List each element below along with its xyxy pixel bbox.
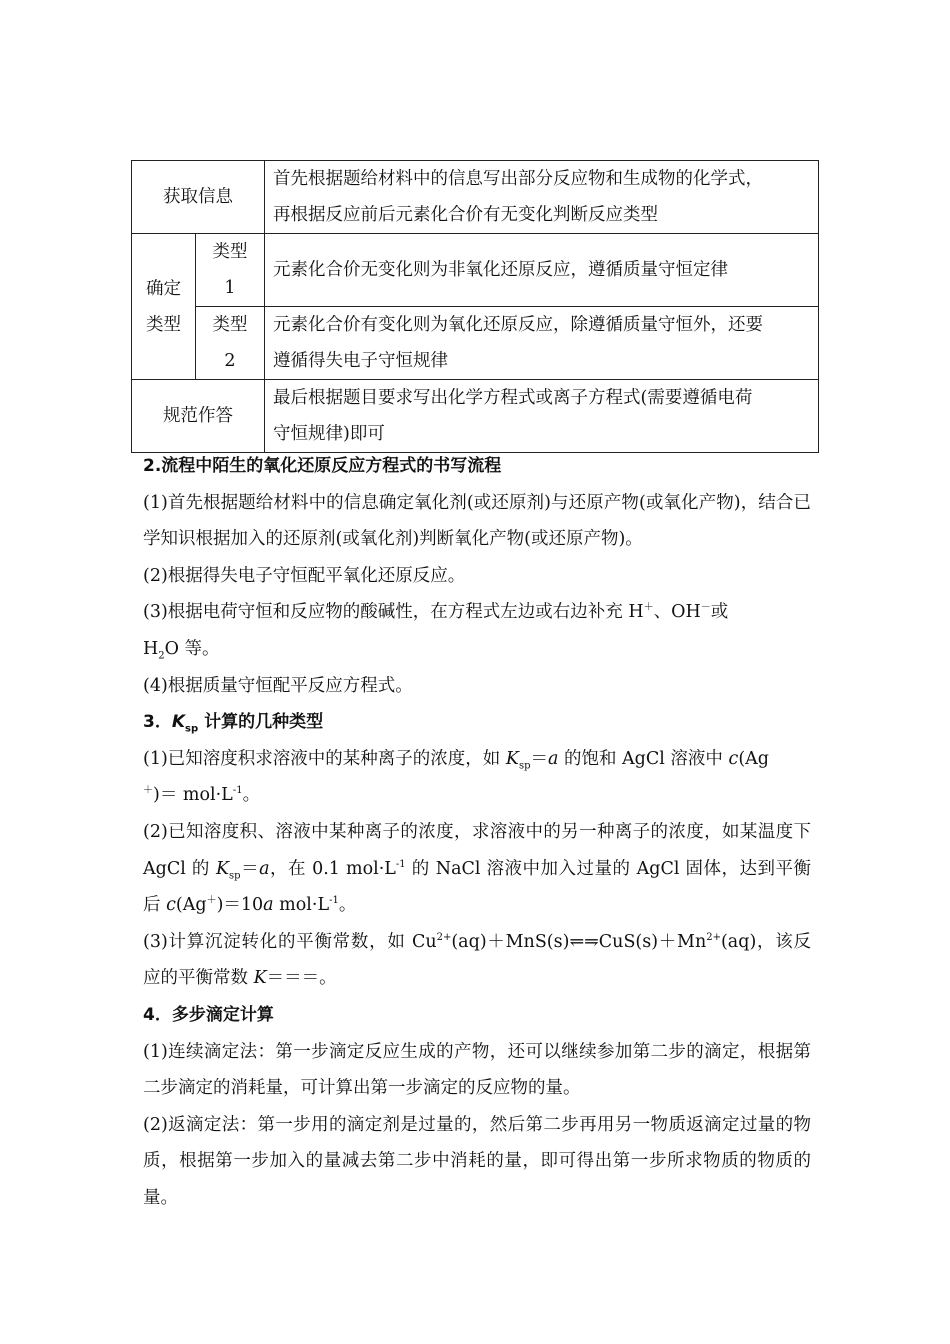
section-2-p3: (3)根据电荷守恒和反应物的酸碱性，在方程式左边或右边补充 H＋、OH－或 $H_2O$ 等。 [143, 602, 729, 662]
section-2-title: 2.流程中陌生的氧化还原反应方程式的书写流程 [143, 456, 502, 476]
table-row [132, 161, 819, 234]
section-2-p2: (2)根据得失电子守恒配平氧化还原反应。 [143, 565, 466, 586]
section-3-title: 3．$K_{sp}$ 计算的几种类型 [143, 712, 324, 735]
type2-text: 元素化合价有变化则为氧化还原反应，除遵循质量守恒外，还要 遵循得失电子守恒规律 [265, 307, 819, 380]
section-3-p3: (3)计算沉淀转化的平衡常数，如 $Cu^{2+}(aq)+MnS(s)⥫⥭CuS(s)+Mn^{2+}(aq)$，该反应的平衡常数 K＝＝＝。 [143, 931, 811, 989]
section-2-p4: (4)根据质量守恒配平反应方程式。 [143, 675, 413, 696]
type1-text: 元素化合价无变化则为非氧化还原反应，遵循质量守恒定律 [265, 234, 819, 307]
row-label-answer: 规范作答 [132, 380, 265, 453]
equilibrium-arrow-icon: ⥫⥭ [569, 931, 599, 952]
section-2-p1: (1)首先根据题给材料中的信息确定氧化剂(或还原剂)与还原产物(或氧化产物)，结合已学知识根据加入的还原剂(或氧化剂)判断氧化产物(或还原产物)。 [143, 492, 811, 550]
table-row [132, 307, 819, 380]
section-3-p2: (2)已知溶度积、溶液中某种离子的浓度，求溶液中的另一种离子的浓度，如某温度下 AgCl 的 $K_{sp}=a$，在 0.1 $mol\cdot L^{-1}$ 的 NaCl 溶液中加入过量的 AgCl 固体，达到平衡后 c(Ag＋)＝10a $mol\cdot L^{-1}$。 [143, 821, 812, 916]
table-row [132, 234, 819, 307]
section-4-p1: (1)连续滴定法：第一步滴定反应生成的产物，还可以继续参加第二步的滴定，根据第二步滴定的消耗量，可计算出第一步滴定的反应物的量。 [143, 1041, 811, 1099]
type1-label: 类型 1 [196, 234, 265, 307]
section-4-title: 4．多步滴定计算 [143, 1004, 274, 1025]
row-label-acquire: 获取信息 [132, 161, 265, 234]
table-row [132, 380, 819, 453]
info-table [131, 160, 819, 453]
row-label-determine: 确定 类型 [132, 234, 196, 380]
row-text-answer: 最后根据题目要求写出化学方程式或离子方程式(需要遵循电荷 守恒规律)即可 [265, 380, 819, 453]
row-text-acquire: 首先根据题给材料中的信息写出部分反应物和生成物的化学式， 再根据反应前后元素化合价有无变化判断反应类型 [265, 161, 819, 234]
body-text [143, 448, 811, 1216]
section-3-p1: (1)已知溶度积求溶液中的某种离子的浓度，如 $K_{sp}=a$ 的饱和 AgCl 溶液中 c(Ag $^+)= mol\cdot L^{-1}$。 [143, 748, 769, 806]
type2-label: 类型 2 [196, 307, 265, 380]
section-4-p2: (2)返滴定法：第一步用的滴定剂是过量的，然后第二步再用另一物质返滴定过量的物质，根据第一步加入的量减去第二步中消耗的量，即可得出第一步所求物质的物质的量。 [143, 1114, 811, 1208]
